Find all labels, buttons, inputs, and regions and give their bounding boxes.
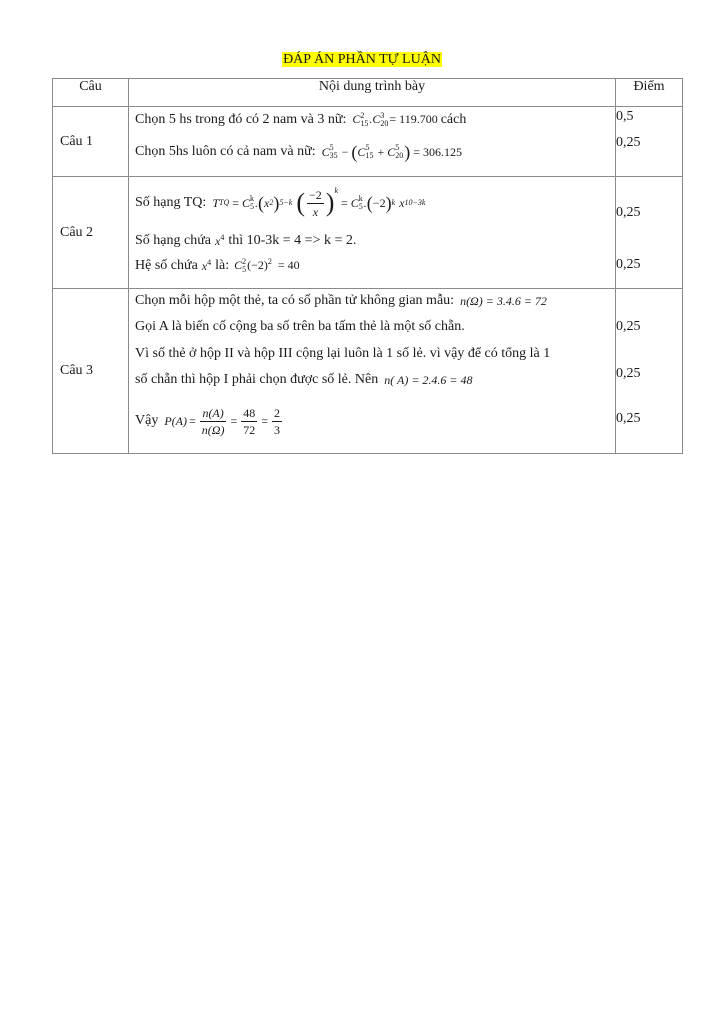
q3-line1-text: Chọn mỗi hộp một thẻ, ta có số phần tử không gian mẫu: xyxy=(135,293,455,308)
q3-line1-math: n(Ω) = 3.4.6 = 72 xyxy=(460,293,547,308)
q2-line3-math: C 2 5 $(-2)^2 = 40$ xyxy=(234,256,300,275)
q2-line1-text: Số hạng TQ: xyxy=(135,195,207,210)
answer-title xyxy=(0,52,724,68)
q2-line2-text-b: thì 10-3k = 4 => k = 2. xyxy=(228,233,357,248)
q2-line3 xyxy=(135,253,609,279)
q3-line2-text: Gọi A là biến cố cộng ba số trên ba tấm thẻ là một số chẵn. xyxy=(135,319,465,334)
q3-line5-math: P(A) = $\frac{n(A)}{n(\Omega)}$ = $\frac{48}{72}$ = $\frac{2}{3}$ xyxy=(164,405,280,437)
q3-label: Câu 3 xyxy=(53,289,129,454)
answer-table xyxy=(52,78,683,454)
q3-line4 xyxy=(135,367,609,393)
q3-score1: 0,25 xyxy=(616,319,641,334)
answer-title-text: ĐÁP ÁN PHẦN TỰ LUẬN xyxy=(283,52,441,67)
q3-scores xyxy=(616,289,683,454)
q3-score3: 0,25 xyxy=(616,411,641,426)
q1-line2 xyxy=(135,133,609,171)
q2-line2-text-a: Số hạng chứa xyxy=(135,233,212,248)
q1-score2: 0,25 xyxy=(616,135,641,150)
q1-line1 xyxy=(135,107,609,133)
q2-line3-math-x: $x^4$ xyxy=(201,257,212,273)
q1-line1-text: Chọn 5 hs trong đó có 2 nam và 3 nữ: xyxy=(135,112,347,127)
table-row-q3 xyxy=(53,289,683,454)
header-content: Nội dung trình bày xyxy=(129,79,616,107)
header-score: Điểm xyxy=(616,79,683,107)
q1-line1-unit: cách xyxy=(440,112,467,127)
q2-score1: 0,25 xyxy=(616,205,641,220)
q1-line2-math: C 5 35 − ( C 5 15 + C 5 20 ) = 306.125 xyxy=(321,142,463,162)
q1-line2-text: Chọn 5hs luôn có cả nam và nữ: xyxy=(135,144,316,159)
q3-line3 xyxy=(135,341,609,367)
q1-line1-result: = 119.700 xyxy=(389,111,438,126)
q2-line1-math: T TQ = C k 5 . ( x 2 ) 5−k ( $\frac{-2}{x}$ ) $^k$ = C k 5 . ( −2 ) k x 10−3k xyxy=(212,186,426,219)
q2-line3-text-b: là: xyxy=(215,258,230,273)
q3-line1 xyxy=(135,289,609,313)
q3-line3-text: Vì số thẻ ở hộp II và hộp III cộng lại luôn là 1 số lẻ. vì vậy để có tổng là 1 xyxy=(135,346,551,361)
q2-line1 xyxy=(135,177,609,229)
q2-score2: 0,25 xyxy=(616,257,641,272)
q1-label: Câu 1 xyxy=(53,107,129,177)
q3-line5 xyxy=(135,393,609,449)
q1-content xyxy=(129,107,616,177)
q3-line2 xyxy=(135,313,609,341)
table-row-q1 xyxy=(53,107,683,177)
q1-score1: 0,5 xyxy=(616,109,634,124)
table-header-row xyxy=(53,79,683,107)
q2-label: Câu 2 xyxy=(53,177,129,289)
q2-content xyxy=(129,177,616,289)
table-row-q2 xyxy=(53,177,683,289)
header-cau: Câu xyxy=(53,79,129,107)
q2-line3-result: = 40 xyxy=(277,257,300,272)
q3-content xyxy=(129,289,616,454)
q1-scores xyxy=(616,107,683,177)
q1-line1-math: C 2 15 .C 3 20 = 119.700 xyxy=(352,111,438,129)
q2-line3-text-a: Hệ số chứa xyxy=(135,258,198,273)
q3-line4-text: số chẵn thì hộp I phải chọn được số lẻ. Nên xyxy=(135,372,379,387)
q3-line4-math: n( A) = 2.4.6 = 48 xyxy=(384,372,473,387)
q1-line2-result: = 306.125 xyxy=(413,144,463,159)
q3-line5-text: Vậy xyxy=(135,413,159,428)
q2-line2-math: $x^4$ xyxy=(215,232,225,248)
q2-line2 xyxy=(135,229,609,253)
q3-score2: 0,25 xyxy=(616,366,641,381)
q2-scores xyxy=(616,177,683,289)
